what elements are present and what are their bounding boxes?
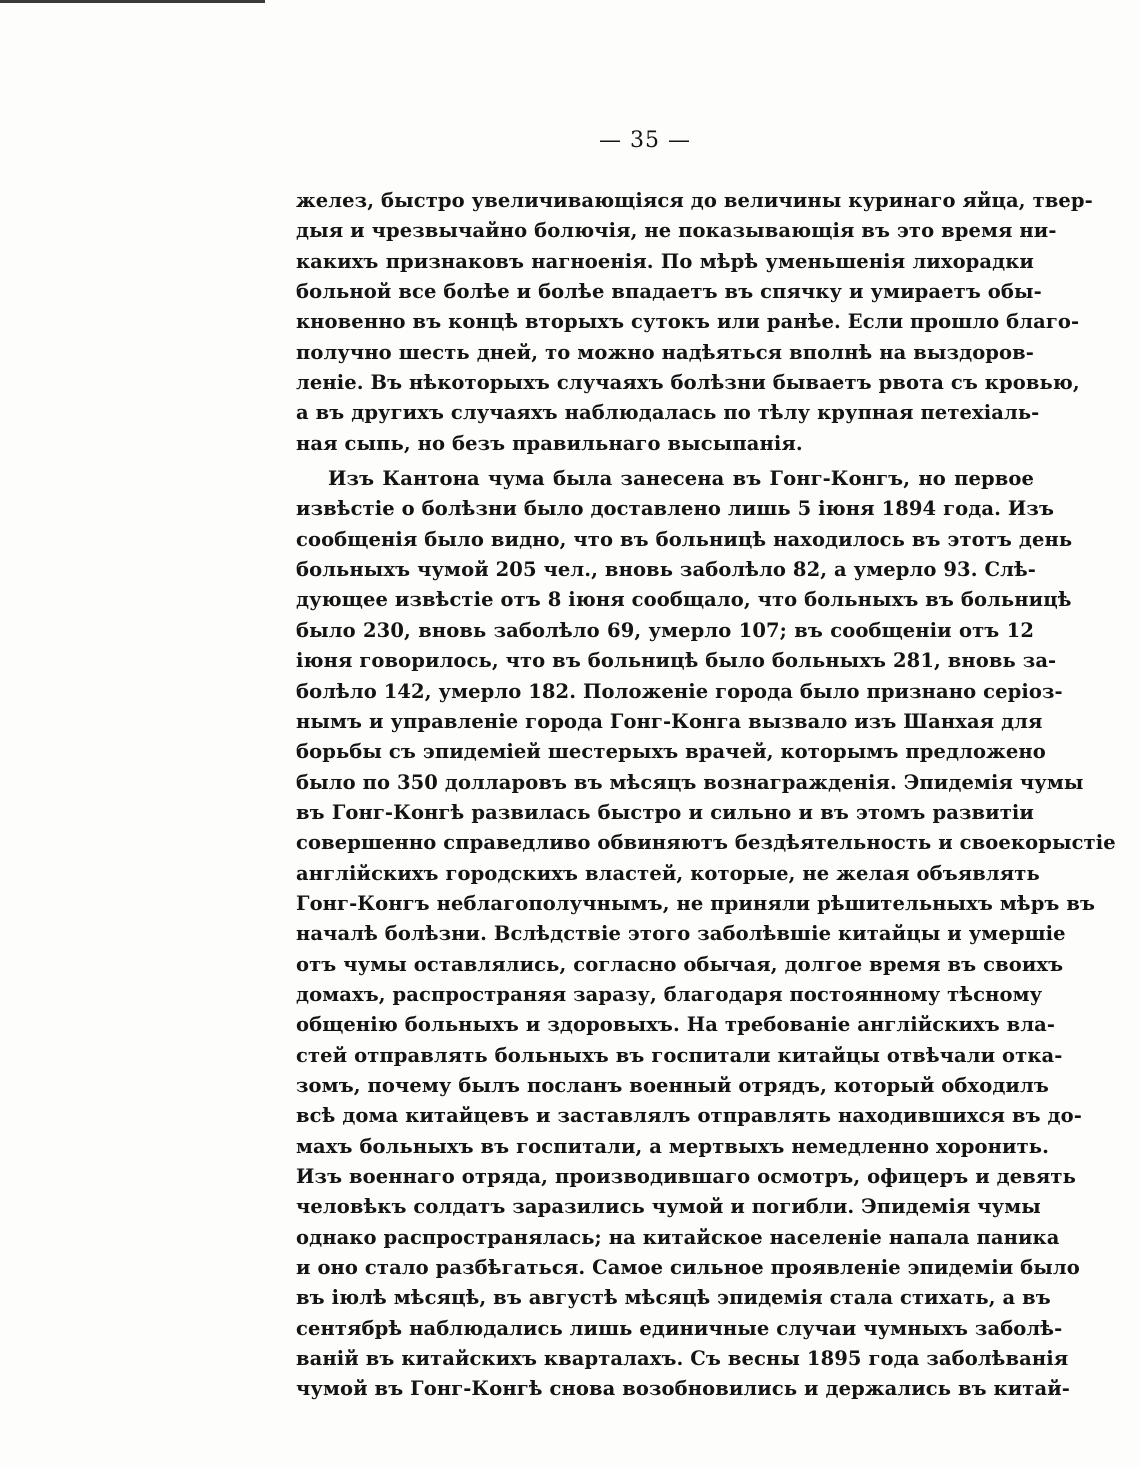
body-text — [296, 186, 1116, 1405]
text-line: Гонг-Конгъ неблагополучнымъ, не приняли рѣшительныхъ мѣръ въ — [296, 891, 1096, 915]
text-line: дующее извѣстіе отъ 8 іюня сообщало, что больныхъ въ больницѣ — [296, 588, 1072, 612]
text-line: совершенно справедливо обвиняютъ бездѣятельность и своекорыстіе — [296, 831, 1116, 855]
text-line: кновенно въ концѣ вторыхъ сутокъ или ранѣе. Если прошло благо- — [296, 310, 1080, 334]
text-line: общенію больныхъ и здоровыхъ. На требованіе англійскихъ вла- — [296, 1013, 1056, 1037]
text-line: борьбы съ эпидеміей шестерыхъ врачей, которымъ предложено — [296, 740, 1046, 764]
page-number: — 35 — — [599, 128, 691, 153]
text-line: Изъ военнаго отряда, производившаго осмотръ, офицеръ и девять — [296, 1165, 1076, 1188]
text-line: махъ больныхъ въ госпитали, а мертвыхъ немедленно хоронить. — [296, 1134, 1049, 1158]
text-line: англійскихъ городскихъ властей, которые, не желая объявлять — [296, 861, 1040, 885]
text-line: сообщенія было видно, что въ больницѣ находилось въ этотъ день — [296, 527, 1073, 551]
text-line: въ Гонг-Конгѣ развилась быстро и сильно и въ этомъ развитіи — [296, 800, 1034, 824]
text-line: желез, быстро увеличивающіяся до величины куринаго яйца, твер- — [296, 189, 1093, 212]
text-line: какихъ признаковъ нагноенія. По мѣрѣ уменьшенія лихорадки — [296, 249, 1034, 273]
text-line: въ іюлѣ мѣсяцѣ, въ августѣ мѣсяцѣ эпидемія стала стихать, а въ — [296, 1286, 1051, 1310]
text-line: сентябрѣ наблюдались лишь единичные случаи чумныхъ заболѣ- — [296, 1316, 1063, 1340]
text-line: нымъ и управленіе города Гонг-Конга вызвало изъ Шанхая для — [296, 709, 1043, 733]
text-line: леніе. Въ нѣкоторыхъ случаяхъ болѣзни бываетъ рвота съ кровью, — [296, 371, 1080, 395]
text-line: всѣ дома китайцевъ и заставлялъ отправлять находившихся въ до- — [296, 1104, 1082, 1128]
paragraph-2 — [296, 464, 1116, 1405]
text-line: больныхъ чумой 205 чел., вновь заболѣло 82, а умерло 93. Слѣ- — [296, 558, 1036, 582]
text-line: получно шесть дней, то можно надѣяться вполнѣ на выздоров- — [296, 340, 1034, 364]
text-line: ваній въ китайскихъ кварталахъ. Съ весны 1895 года заболѣванія — [296, 1347, 1069, 1371]
text-line: было по 350 долларовъ въ мѣсяцъ вознагражденія. Эпидемія чумы — [296, 770, 1084, 794]
paragraph-1 — [296, 186, 1093, 459]
text-line: началѣ болѣзни. Вслѣдствіе этого заболѣвшіе китайцы и умершіе — [296, 922, 1066, 946]
text-line: извѣстіе о болѣзни было доставлено лишь 5 іюня 1894 года. Изъ — [296, 497, 1055, 521]
text-line: болѣло 142, умерло 182. Положеніе города было признано серіоз- — [296, 679, 1063, 703]
top-rule — [0, 0, 265, 3]
text-line: чумой въ Гонг-Конгѣ снова возобновились и держались въ китай- — [296, 1377, 1070, 1401]
text-line: домахъ, распространяя заразу, благодаря постоянному тѣсному — [296, 982, 1043, 1006]
text-line: больной все болѣе и болѣе впадаетъ въ спячку и умираетъ обы- — [296, 280, 1042, 304]
text-line: Изъ Кантона чума была занесена въ Гонг-Конгъ, но первое — [328, 467, 1034, 491]
text-line: дыя и чрезвычайно болючія, не показывающія въ это время ни- — [296, 219, 1057, 243]
text-line: и оно стало разбѣгаться. Самое сильное проявленіе эпидеміи было — [296, 1256, 1080, 1280]
text-line: однако распространялась; на китайское населеніе напала паника — [296, 1225, 1060, 1249]
text-line: было 230, вновь заболѣло 69, умерло 107; въ сообщеніи отъ 12 — [296, 618, 1034, 642]
text-line: человѣкъ солдатъ заразились чумой и погибли. Эпидемія чумы — [296, 1195, 1041, 1219]
text-line: стей отправлять больныхъ въ госпитали китайцы отвѣчали отка- — [296, 1043, 1063, 1067]
text-line: ная сыпь, но безъ правильнаго высыпанія. — [296, 431, 803, 455]
text-line: а въ другихъ случаяхъ наблюдалась по тѣлу крупная петехіаль- — [296, 401, 1040, 425]
text-line: отъ чумы оставлялись, согласно обычая, долгое время въ своихъ — [296, 952, 1064, 976]
text-line: зомъ, почему былъ посланъ военный отрядъ, который обходилъ — [296, 1073, 1049, 1097]
text-line: іюня говорилось, что въ больницѣ было больныхъ 281, вновь за- — [296, 649, 1057, 673]
